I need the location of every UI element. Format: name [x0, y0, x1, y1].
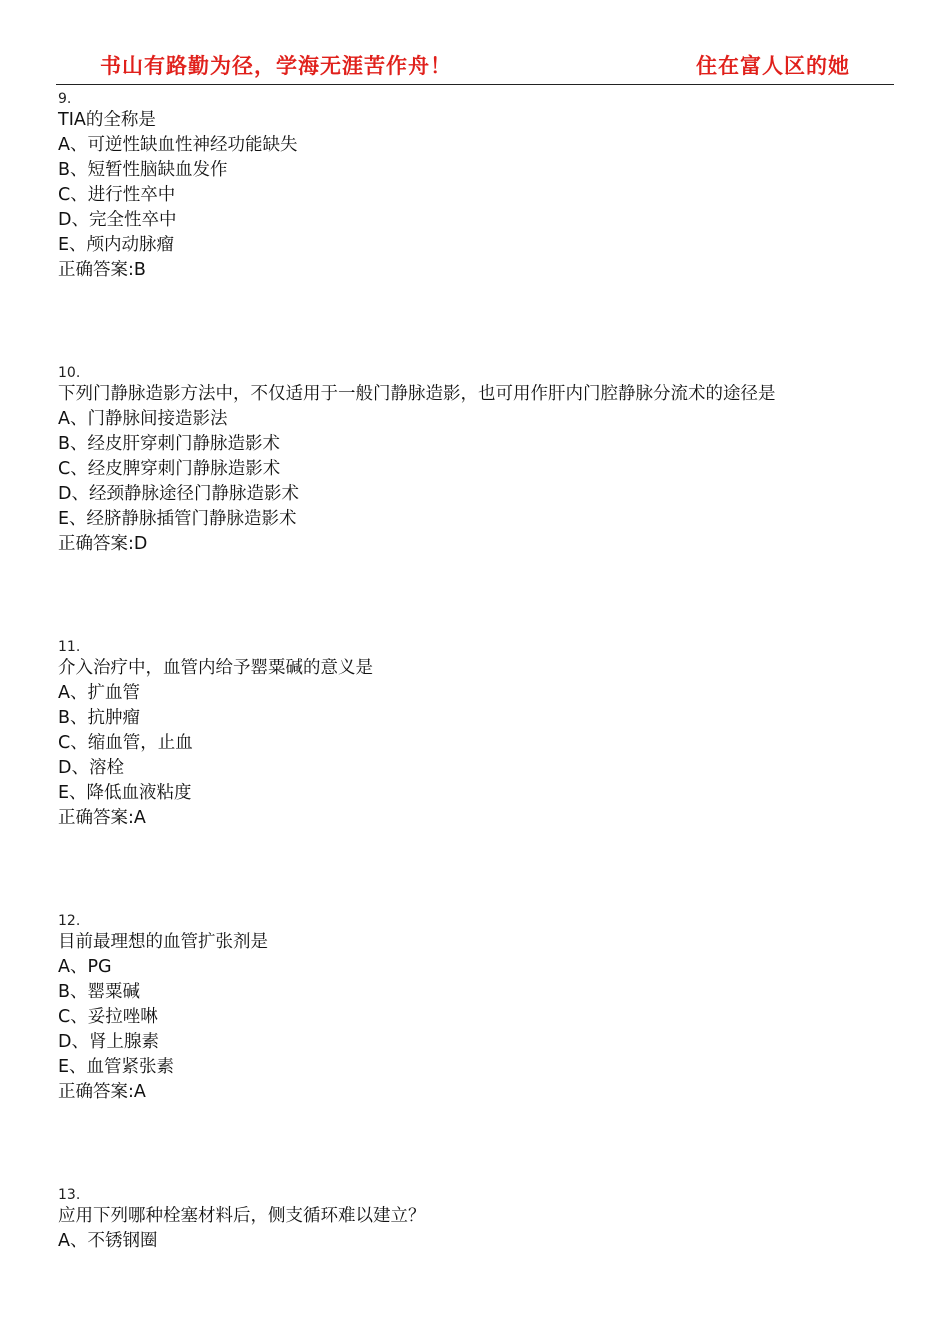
header-author: 住在富人区的她	[696, 53, 850, 78]
question-13	[58, 1187, 898, 1254]
question-number: 11.	[58, 639, 81, 655]
question-12	[58, 913, 898, 1105]
option-e: E、血管紧张素	[58, 1057, 175, 1077]
option-a: A、可逆性缺血性神经功能缺失	[58, 135, 298, 155]
option-b: B、经皮肝穿刺门静脉造影术	[58, 434, 281, 454]
option-d: D、完全性卒中	[58, 210, 177, 230]
header-motto: 书山有路勤为径，学海无涯苦作舟！	[100, 53, 452, 78]
question-stem: 介入治疗中，血管内给予罂粟碱的意义是	[58, 658, 373, 678]
page-header	[56, 44, 894, 85]
option-e: E、经脐静脉插管门静脉造影术	[58, 509, 297, 529]
question-number: 10.	[58, 365, 81, 381]
option-d: D、经颈静脉途径门静脉造影术	[58, 484, 299, 504]
option-c: C、进行性卒中	[58, 185, 176, 205]
question-number: 13.	[58, 1187, 81, 1203]
correct-answer: 正确答案:B	[58, 260, 146, 280]
question-number: 9.	[58, 91, 72, 107]
option-b: B、罂粟碱	[58, 982, 141, 1002]
question-stem: 下列门静脉造影方法中，不仅适用于一般门静脉造影，也可用作肝内门腔静脉分流术的途径是	[58, 384, 776, 404]
option-d: D、肾上腺素	[58, 1032, 159, 1052]
option-a: A、门静脉间接造影法	[58, 409, 228, 429]
option-c: C、缩血管，止血	[58, 733, 193, 753]
option-a: A、PG	[58, 957, 112, 977]
option-a: A、扩血管	[58, 683, 140, 703]
question-9	[58, 91, 898, 283]
question-10	[58, 365, 898, 557]
option-d: D、溶栓	[58, 758, 124, 778]
option-a: A、不锈钢圈	[58, 1231, 158, 1251]
question-stem: TIA的全称是	[58, 110, 156, 130]
option-c: C、经皮脾穿刺门静脉造影术	[58, 459, 281, 479]
correct-answer: 正确答案:A	[58, 808, 146, 828]
question-stem: 目前最理想的血管扩张剂是	[58, 932, 268, 952]
correct-answer: 正确答案:D	[58, 534, 148, 554]
correct-answer: 正确答案:A	[58, 1082, 146, 1102]
option-e: E、颅内动脉瘤	[58, 235, 175, 255]
option-b: B、短暂性脑缺血发作	[58, 160, 228, 180]
option-b: B、抗肿瘤	[58, 708, 141, 728]
question-number: 12.	[58, 913, 81, 929]
question-11	[58, 639, 898, 831]
question-stem: 应用下列哪种栓塞材料后，侧支循环难以建立？	[58, 1206, 426, 1226]
option-c: C、妥拉唑啉	[58, 1007, 158, 1027]
option-e: E、降低血液粘度	[58, 783, 192, 803]
